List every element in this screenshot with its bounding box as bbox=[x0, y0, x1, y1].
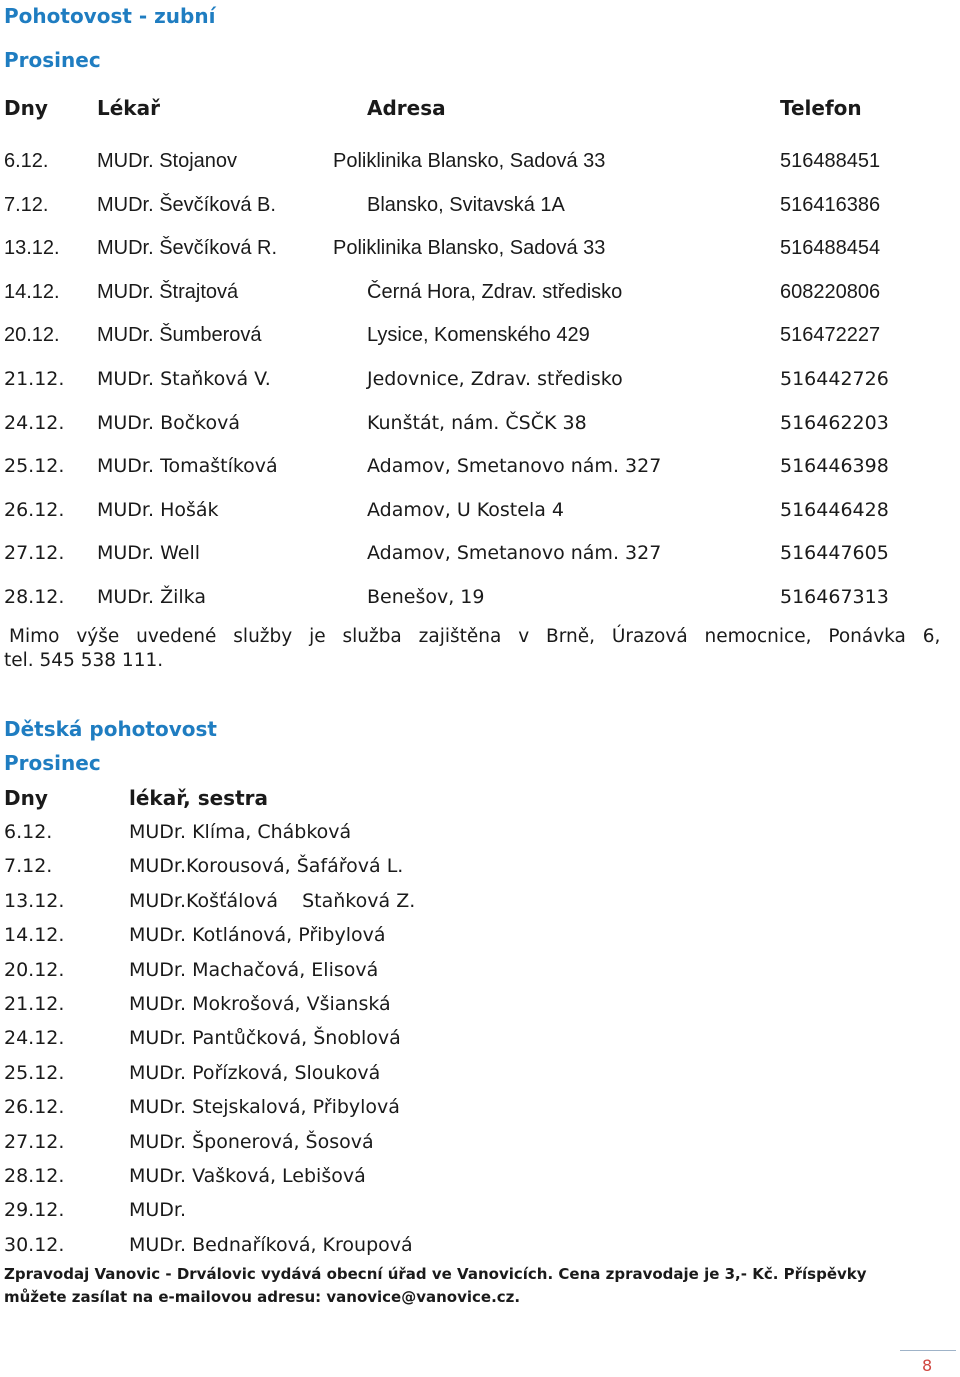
row-staff: MUDr. Kotlánová, Přibylová bbox=[129, 924, 386, 946]
row-phone: 516446398 bbox=[780, 455, 889, 477]
row-day: 7.12. bbox=[4, 855, 53, 877]
row-address: Černá Hora, Zdrav. středisko bbox=[367, 281, 623, 303]
row-day: 26.12. bbox=[4, 499, 65, 521]
row-phone: 516416386 bbox=[780, 194, 881, 216]
row-day: 29.12. bbox=[4, 1199, 65, 1221]
row-day: 27.12. bbox=[4, 542, 65, 564]
footer-line1: Zpravodaj Vanovic - Drválovic vydává obecní úřad ve Vanovicích. Cena zpravodaje je 3,- Kč. Příspěvky bbox=[4, 1265, 867, 1283]
row-day: 24.12. bbox=[4, 412, 65, 434]
row-day: 14.12. bbox=[4, 924, 65, 946]
row-doctor: MUDr. Well bbox=[97, 542, 200, 564]
row-day: 30.12. bbox=[4, 1234, 65, 1256]
row-address: Blansko, Svitavská 1A bbox=[367, 194, 565, 216]
row-phone: 516488451 bbox=[780, 150, 881, 172]
section1-title: Pohotovost - zubní bbox=[4, 4, 216, 28]
row-staff: MUDr.Korousová, Šafářová L. bbox=[129, 855, 404, 877]
row-day: 6.12. bbox=[4, 821, 53, 843]
row-day: 14.12. bbox=[4, 281, 60, 303]
row-address: Jedovnice, Zdrav. středisko bbox=[367, 368, 623, 390]
row-doctor: MUDr. Hošák bbox=[97, 499, 219, 521]
row-address: Poliklinika Blansko, Sadová 33 bbox=[333, 237, 606, 259]
note-line2: tel. 545 538 111. bbox=[4, 650, 164, 671]
row-staff: MUDr. Pantůčková, Šnoblová bbox=[129, 1027, 401, 1049]
row-day: 26.12. bbox=[4, 1096, 65, 1118]
section1-month: Prosinec bbox=[4, 48, 101, 72]
row-doctor: MUDr. Stojanov bbox=[97, 150, 238, 172]
section2-title: Dětská pohotovost bbox=[4, 717, 217, 741]
row-day: 13.12. bbox=[4, 237, 60, 259]
row-day: 21.12. bbox=[4, 993, 65, 1015]
row-staff: MUDr. Klíma, Chábková bbox=[129, 821, 352, 843]
row-doctor: MUDr. Štrajtová bbox=[97, 281, 239, 303]
row-phone: 516467313 bbox=[780, 586, 889, 608]
row-day: 24.12. bbox=[4, 1027, 65, 1049]
row-address: Kunštát, nám. ČSČK 38 bbox=[367, 412, 587, 434]
page-number-rule bbox=[900, 1350, 956, 1351]
row-staff: MUDr. Mokrošová, Všianská bbox=[129, 993, 391, 1015]
row-address: Adamov, U Kostela 4 bbox=[367, 499, 564, 521]
section2-month: Prosinec bbox=[4, 751, 101, 775]
row-staff: MUDr. Machačová, Elisová bbox=[129, 959, 379, 981]
row-address: Lysice, Komenského 429 bbox=[367, 324, 590, 346]
row-day: 25.12. bbox=[4, 455, 65, 477]
row-phone: 516472227 bbox=[780, 324, 881, 346]
row-day: 28.12. bbox=[4, 586, 65, 608]
row-staff: MUDr. Šponerová, Šosová bbox=[129, 1131, 374, 1153]
row-staff: MUDr. Pořízková, Slouková bbox=[129, 1062, 381, 1084]
row-staff: MUDr.Košťálová Staňková Z. bbox=[129, 890, 416, 912]
row-day: 20.12. bbox=[4, 324, 60, 346]
row-doctor: MUDr. Ševčíková R. bbox=[97, 237, 278, 259]
row-phone: 516488454 bbox=[780, 237, 881, 259]
row-doctor: MUDr. Žilka bbox=[97, 586, 206, 608]
row-phone: 516447605 bbox=[780, 542, 889, 564]
row-staff: MUDr. Stejskalová, Přibylová bbox=[129, 1096, 400, 1118]
row-day: 28.12. bbox=[4, 1165, 65, 1187]
row-phone: 516462203 bbox=[780, 412, 889, 434]
row-phone: 516442726 bbox=[780, 368, 889, 390]
row-day: 6.12. bbox=[4, 150, 49, 172]
row-address: Benešov, 19 bbox=[367, 586, 485, 608]
row-doctor: MUDr. Šumberová bbox=[97, 324, 262, 346]
row-day: 21.12. bbox=[4, 368, 65, 390]
header-phone: Telefon bbox=[780, 96, 862, 120]
footer-line2: můžete zasílat na e-mailovou adresu: vanovice@vanovice.cz. bbox=[4, 1288, 521, 1306]
row-doctor: MUDr. Ševčíková B. bbox=[97, 194, 276, 216]
row-day: 27.12. bbox=[4, 1131, 65, 1153]
page-number: 8 bbox=[922, 1356, 933, 1375]
row-day: 13.12. bbox=[4, 890, 65, 912]
row-staff: MUDr. Vašková, Lebišová bbox=[129, 1165, 366, 1187]
row-staff: MUDr. Bednaříková, Kroupová bbox=[129, 1234, 413, 1256]
header-staff: lékař, sestra bbox=[129, 786, 268, 810]
row-day: 20.12. bbox=[4, 959, 65, 981]
header-days: Dny bbox=[4, 96, 48, 120]
row-day: 25.12. bbox=[4, 1062, 65, 1084]
note-line1: Mimo výše uvedené služby je služba zajištěna v Brně, Úrazová nemocnice, Ponávka 6, bbox=[9, 626, 941, 647]
row-staff: MUDr. bbox=[129, 1199, 187, 1221]
row-phone: 516446428 bbox=[780, 499, 889, 521]
row-doctor: MUDr. Staňková V. bbox=[97, 368, 271, 390]
header-address: Adresa bbox=[367, 96, 446, 120]
row-phone: 608220806 bbox=[780, 281, 881, 303]
row-day: 7.12. bbox=[4, 194, 49, 216]
row-address: Adamov, Smetanovo nám. 327 bbox=[367, 455, 662, 477]
header-days-2: Dny bbox=[4, 786, 48, 810]
row-doctor: MUDr. Tomaštíková bbox=[97, 455, 278, 477]
row-doctor: MUDr. Bočková bbox=[97, 412, 241, 434]
header-doctor: Lékař bbox=[97, 96, 160, 120]
row-address: Poliklinika Blansko, Sadová 33 bbox=[333, 150, 606, 172]
row-address: Adamov, Smetanovo nám. 327 bbox=[367, 542, 662, 564]
